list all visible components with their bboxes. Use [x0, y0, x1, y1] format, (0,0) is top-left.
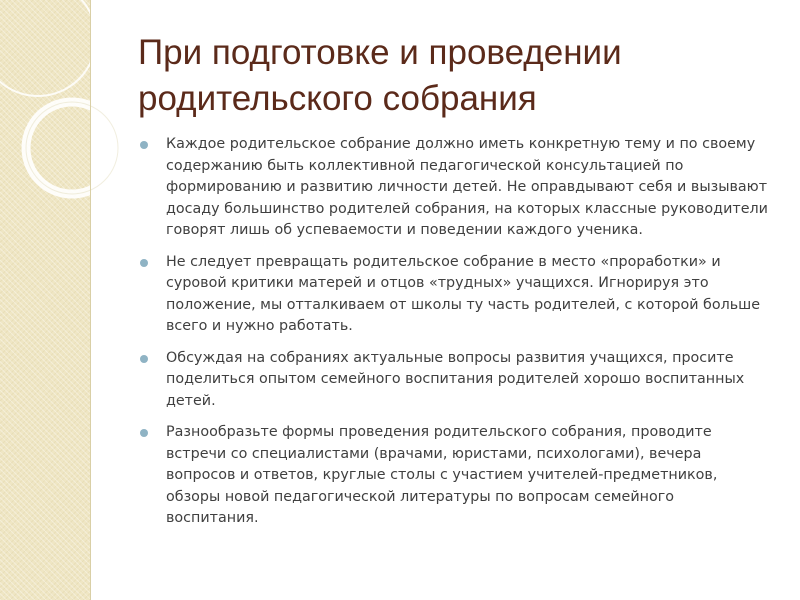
bullet-line: детей. — [166, 392, 216, 409]
bullet-line: содержанию быть коллективной педагогической консультацией по — [166, 157, 684, 174]
bullet-dot-icon — [140, 141, 148, 149]
bullet-line: поделиться опытом семейного воспитания родителей хорошо воспитанных — [166, 371, 745, 387]
bullet-line: всего и нужно работать. — [166, 318, 353, 334]
bullet-line: суровой критики матерей и отцов «трудных» учащихся. Игнорируя это — [166, 275, 709, 291]
bullet-line: формированию и развитию личности детей. Не оправдывают себя и вызывают — [166, 179, 768, 195]
bullet-item — [140, 252, 780, 338]
bullet-dot-icon — [140, 429, 148, 437]
slide-title — [138, 30, 778, 122]
bullet-line: Каждое родительское собрание должно иметь конкретную тему и по своему — [166, 136, 756, 152]
bullet-line: обзоры новой педагогической литературы по вопросам семейного — [166, 488, 675, 505]
title-line-1: При подготовке и проведении — [138, 33, 622, 72]
bullet-line: положение, мы отталкиваем от школы ту часть родителей, с которой больше — [166, 296, 761, 313]
bullet-line: Не следует превращать родительское собрание в место «проработки» и — [166, 253, 721, 270]
decorative-rings-icon — [0, 0, 140, 220]
bullet-line: воспитания. — [166, 510, 259, 526]
title-line-2: родительского собрания — [138, 79, 537, 118]
bullet-item — [140, 348, 780, 413]
bullet-line: Разнообразьте формы проведения родительского собрания, проводите — [166, 424, 712, 440]
bullet-line: вопросов и ответов, круглые столы с участием учителей-предметников, — [166, 467, 718, 483]
bullet-dot-icon — [140, 355, 148, 363]
bullet-list — [140, 134, 780, 540]
band-divider — [90, 0, 91, 600]
bullet-dot-icon — [140, 259, 148, 267]
bullet-line: говорят лишь об успеваемости и поведении каждого ученика. — [166, 222, 643, 238]
bullet-item — [140, 422, 780, 530]
bullet-line: встречи со специалистами (врачами, юристами, психологами), вечера — [166, 445, 702, 462]
bullet-line: Обсуждая на собраниях актуальные вопросы развития учащихся, просите — [166, 349, 734, 366]
bullet-item — [140, 134, 780, 242]
bullet-line: досаду большинство родителей собрания, на которых классные руководители — [166, 200, 768, 217]
